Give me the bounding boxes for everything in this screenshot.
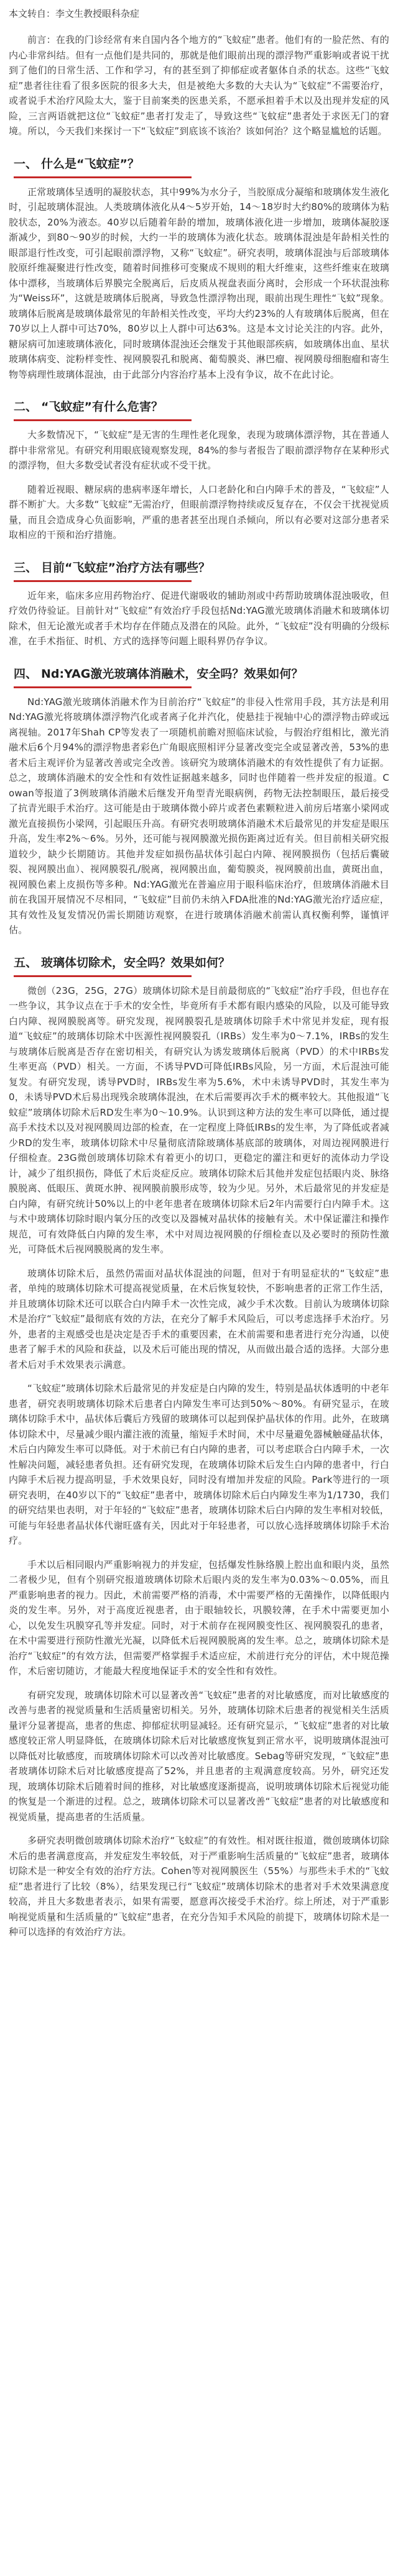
section-heading [14,398,389,416]
section-paragraph: 多研究表明微创玻璃体切除术治疗“飞蚊症”的有效性。相对既往报道，微创玻璃体切除术后的患者满意度高，并发症发生率较低，对于严重影响生活质量的“飞蚊症”患者，玻璃体切除术是一种安全有效的治疗方法。Cohen等对视网膜医生（55%）与那些未手术的“飞蚊症”患者进行了比较（8%），结果发现已行“飞蚊症”玻璃体切除术的患者对手术效果满意度较高，并且大多数患者表示，如果有需要，愿意再次接受手术治疗。综上所述，对于严重影响视觉质量和生活质量的“飞蚊症”患者，在充分告知手术风险的前提下，玻璃体切除术是一种可以选择的有效治疗方法。 [9,1835,389,1937]
section-paragraph: 手术以后相同眼内严重影响视力的并发症，包括爆发性脉络膜上腔出血和眼内炎，虽然二者极少见，但有个别研究报道玻璃体切除术后眼内炎的发生率为0.03%～0.05%，而且严重影响患者的视力。因此，术前需要严格的消毒，术中需要严格的无菌操作，以降低眼内炎的发生率。另外，对于高度近视患者，由于眼轴较长，巩膜较薄，在手术中需要更加小心，以免发生巩膜穿孔等并发症。同时，对于术前存在视网膜变性区、视网膜裂孔的患者，在术中需要进行预防性激光光凝，以降低术后视网膜脱离的发生率。总之，玻璃体切除术是治疗“飞蚊症”的有效方法，但需要严格掌握手术适应症，术前进行充分的评估，术中规范操作，术后密切随访，才能最大程度地保证手术的安全性和有效性。 [9,1559,389,1677]
section [9,947,389,1940]
intro-paragraph: 前言：在我的门诊经常有来自国内各个地方的“飞蚊症”患者。他们有的一脸茫然、有的内心非常纠结。但有一点他们是共同的，那就是他们眼前出现的漂浮物严重影响或者说干扰到了他们的日常生活、工作和学习，有的甚至到了抑郁症或者躯体自杀的状态。这些“飞蚊症”患者往往看了很多医院的很多大夫，但是被绝大多数的大夫认为“飞蚊症”不需要治疗，或者说手术治疗风险太大，鉴于目前案类的医患关系，不愿承担着手术以及出现并发症的风险，三言两语就把这位“飞蚊症”患者打发走了，导致这些“飞蚊症”患者处于求医无门的窘境。所以，今天我们来探讨一下“飞蚊症”到底该不该治？该如何治？这个略显尴尬的话题。 [9,34,389,137]
section [9,391,389,543]
section-number: 一、 [14,157,38,171]
section-number: 二、 [14,400,38,414]
section-number: 三、 [14,560,38,575]
section-underline [14,686,192,688]
section-underline [14,975,192,977]
section-paragraph: 玻璃体切除术后，虽然仍需面对晶状体混浊的问题，但对于有明显症状的“飞蚊症”患者，单纯的玻璃体切除术可提高视觉质量，在术后恢复较快，不影响患者的正常工作生活，并且玻璃体切除术还可以联合白内障手术一次性完成，减少手术次数。目前认为玻璃体切除术是治疗“飞蚊症”最彻底有效的方法，在充分了解手术风险后，可以考虑选择手术治疗。另外，患者的主观感受也是决定是否手术的重要因素，在术前需要和患者进行充分沟通，以使患者了解手术的风险和获益，以及术后可能出现的情况，从而做出最合适的选择。大部分患者术后对手术效果表示满意。 [9,1267,389,1370]
section-underline [14,580,192,582]
section-paragraph: 大多数情况下，“飞蚊症”是无害的生理性老化现象，表现为玻璃体漂浮物，其在普通人群中非常常见。有研究利用眼底镜观察发现，84%的参与者报告了眼前漂浮物存在某种形式的漂浮物，但大多数受试者没有症状或不受干扰。 [9,429,389,471]
section-paragraph: 随着近视眼、糖尿病的患病率逐年增长，人口老龄化和白内障手术的普及，“飞蚊症”人群不断扩大。大多数“飞蚊症”无需治疗，但眼前漂浮物持续或反复存在，不仅会干扰视觉质量，而且会造成身心负面影响，严重的患者甚至出现自杀倾向，所以有必要对这部分患者采取相应的干预和治疗措施。 [9,483,389,540]
section-underline [14,176,192,178]
section-title: “飞蚊症”有什么危害？ [41,400,163,414]
section-title: 什么是“飞蚊症”？ [41,157,139,171]
intro [9,32,389,139]
section-paragraph: 有研究发现，玻璃体切除术可以显著改善“飞蚊症”患者的对比敏感度，而对比敏感度的改善与患者的视觉质量和生活质量密切相关。另外，玻璃体切除术后患者的视觉相关生活质量评分显著提高，患者的焦虑、抑郁症状明显减轻。还有研究显示，“飞蚊症”患者的对比敏感度较正常人明显降低，在玻璃体切除术后对比敏感度恢复到正常水平，说明玻璃体混浊可以降低对比敏感度，而玻璃体切除术可以改善对比敏感度。Sebag等研究发现，“飞蚊症”患者玻璃体切除术后对比敏感度提高了52%，并且患者的主观满意度较高。另外，研究还发现，玻璃体切除术后随着时间的推移，对比敏感度逐渐提高，说明玻璃体切除术后视觉功能的恢复是一个渐进的过程。总之，玻璃体切除术可以显著改善“飞蚊症”患者的对比敏感度和视觉质量，提高患者的生活质量。 [9,1689,389,1823]
section [9,552,389,649]
section-title: Nd:YAG激光玻璃体消融术，安全吗？效果如何？ [41,667,303,681]
section-paragraph: Nd:YAG激光玻璃体消融术作为目前治疗“飞蚊症”的非侵入性常用手段，其方法是利用Nd:YAG激光将玻璃体漂浮物汽化或者离子化并汽化，使悬挂于视轴中心的漂浮物击碎或远离视轴。2017年Shah CP等发表了一项随机前瞻对照临床试验，与假治疗组相比，激光消融术后6个月94%的漂浮物患者彩色广角眼底照相评分显著改变完全或显著改善，53%的患者术后主观评价为显著改善或完全改善。该研究为玻璃体消融术的有效性提供了有力证据。总之，玻璃体消融术的安全性和有效性证据越来越多，同时也伴随着一些并发症的报道。Cowan等报道了3例玻璃体消融术后继发开角型青光眼病例，药物无法控制眼压，最后接受了抗青光眼手术治疗。这可能是由于玻璃体微小碎片或者色素颗粒进入前房后堵塞小梁网或激光直接损伤小梁网，引起眼压升高。有研究表明玻璃体消融术术后最常见的并发症是眼压升高，发生率2%～6%。另外，还可能与视网膜激光损伤距离过近有关。但目前相关研究报道较少，缺少长期随访。其他并发症如损伤晶状体引起白内障、视网膜损伤（包括后囊破裂、视网膜出血）、视网膜裂孔/脱离，视网膜出血，葡萄膜炎，视网膜前出血，黄斑出血，视网膜色素上皮损伤等多种。Nd:YAG激光在普遍应用于眼科临床治疗，但玻璃体消融术目前在我国开展情况不尽相同，“飞蚊症”目前仍未纳入FDA批准的Nd:YAG激光治疗适应症，其有效性及复发情况仍需长期随访观察，在进行玻璃体消融术前需认真权衡利弊，谨慎评估。 [9,696,389,935]
section-heading [14,559,389,576]
section-heading [14,665,389,683]
section-paragraph: 正常玻璃体呈透明的凝胶状态，其中99%为水分子，当胶原成分凝缩和玻璃体发生液化时，引起玻璃体混浊。人类玻璃体液化从4～5岁开始，14～18岁时大约80%的玻璃体为粘胶状态，20%为液态。40岁以后随着年龄的增加，玻璃体液化进一步增加，玻璃体凝胶逐渐减少，到80～90岁的时候，大约一半的玻璃体为液化状态。玻璃体混浊是年龄相关性的眼部退行性改变，可引起眼前漂浮物，又称“飞蚊症”。研究表明，玻璃体混浊与后部玻璃体胶原纤维凝聚进行性改变，随着时间推移可变聚成不规则的粗大纤维束，这些纤维束在玻璃体中漂移，当玻璃体后界膜完全脱离后，后皮质从视盘表面分离时，会形成一个环状混浊称为“Weiss环”，这就是玻璃体后脱离，导致急性漂浮物出现，眼前出现生理性“飞蚊”现象。玻璃体后脱离是玻璃体最常见的年龄相关性改变，平均大约23%的人有玻璃体后脱离，但在70岁以上人群中可达70%，80岁以上人群中可达63%。这是本文讨论关注的内容。此外，糖尿病可加速玻璃体液化，同时玻璃体混浊还会继发于其他眼部疾病，如玻璃体出血、星状玻璃体病变、淀粉样变性、视网膜裂孔和脱离、葡萄膜炎、淋巴瘤、视网膜母细胞瘤和寄生物等病理性玻璃体混浊，由于此部分内容治疗基本上没有争议，故不在此讨论。 [9,186,389,380]
section-underline [14,419,192,421]
section [9,658,389,938]
section-paragraph: 近年来，临床多应用药物治疗、促进代谢吸收的辅助剂或中药帮助玻璃体混浊吸收，但疗效仍待验证。目前针对“飞蚊症”有效治疗手段包括Nd:YAG激光玻璃体消融术和玻璃体切除术，但无论激光或者手术均存在伴随点及潜在的风险。此外，“飞蚊症”没有明确的分级标准，在手术指征、时机、方式的选择等问题上眼科界仍存争议。 [9,589,389,647]
section-heading [14,954,389,972]
section-number: 四、 [14,667,38,681]
sections [9,148,389,1940]
section-title: 玻璃体切除术，安全吗？效果如何？ [41,955,231,970]
section-title: 目前“飞蚊症”治疗方法有哪些？ [41,560,210,575]
section-paragraph: 微创（23G，25G，27G）玻璃体切除术是目前最彻底的“飞蚊症”治疗手段，但也存在一些争议，其争议点在于手术的安全性，毕竟所有手术都有眼内感染的风险，以及可能导致白内障、视网膜脱离等。研究发现，视网膜裂孔是玻璃体切除手术中常见并发症，现有报道“飞蚊症”的玻璃体切除术中医源性视网膜裂孔（IRBs）发生率为0～7.1%，IRBs的发生与玻璃体后脱离是否存在密切相关，有研究认为诱发玻璃体后脱离（PVD）的术中IRBs发生率更高（PVD）相关。一方面，不诱导PVD可降低IRBs风险，另一方面，术后混浊可能复发。有研究发现，诱导PVD时，IRBs发生率为5.6%，术中未诱导PVD时，其发生率为0，未诱导PVD术后易出现残余玻璃体混浊，在术后需要再次手术的概率较大。其他报道“飞蚊症”玻璃体切除术后RD发生率为0～10.9%。认识到这种方法的发生率可以降低，通过提高手术技术以及对视网膜周边部的检查，在一定程度上降低IRBs的发生率，为了降低或者减少RD的发生率，玻璃体切除术中尽量彻底清除玻璃体基底部的玻璃体，对周边视网膜进行仔细检查。23G微创玻璃体切除术有着更小的切口，更稳定的灌注和更好的流体动力学设计，减少了组织损伤，降低了术后炎症反应。玻璃体切除术后其他并发症包括眼内炎、脉络膜脱离、低眼压、黄斑水肿、视网膜前膜形成等，较为少见。另外，术后最常见的并发症是白内障，有研究统计50%以上的中老年患者在玻璃体切除术后2年内需要行白内障手术。这与术中玻璃体切除时眼内氧分压的改变以及器械对晶状体的接触有关。术中保证灌注和操作规范，可有效降低白内障的发生率，术中对周边视网膜的仔细检查以及必要时的预防性激光，可降低术后视网膜脱离的发生率。 [9,985,389,1255]
section-number: 五、 [14,955,38,970]
source-line: 本文转自：李文生教授眼科杂症 [9,8,140,19]
section-paragraph: “飞蚊症”玻璃体切除术后最常见的并发症是白内障的发生，特别是晶状体透明的中老年患者，研究表明玻璃体切除术后患者白内障发生率可达到50%～80%。有研究显示，在玻璃体切除手术中，晶状体后囊后方残留的玻璃体可以起到保护晶状体的作用。此外，在玻璃体切除术中，尽量减少眼内灌注液的流量，缩短手术时间，术中尽量避免器械触碰晶状体，术后白内障发生率可以降低。对于术前已有白内障的患者，可以考虑联合白内障手术，一次性解决问题，减轻患者负担。还有研究发现，在玻璃体切除术后发生白内障的患者中，行白内障手术后视力提高明显，手术效果良好，同时没有增加并发症的风险。Park等进行的一项研究表明，在40岁以下的“飞蚊症”患者中，玻璃体切除术后白内障发生率为1/1730，我们的研究结果也表明，对于年轻的“飞蚊症”患者，玻璃体切除术后白内障的发生率相对较低，可能与年轻患者晶状体代谢旺盛有关，因此对于年轻患者，可以放心选择玻璃体切除手术治疗。 [9,1383,389,1546]
section [9,148,389,383]
section-heading [14,155,389,173]
